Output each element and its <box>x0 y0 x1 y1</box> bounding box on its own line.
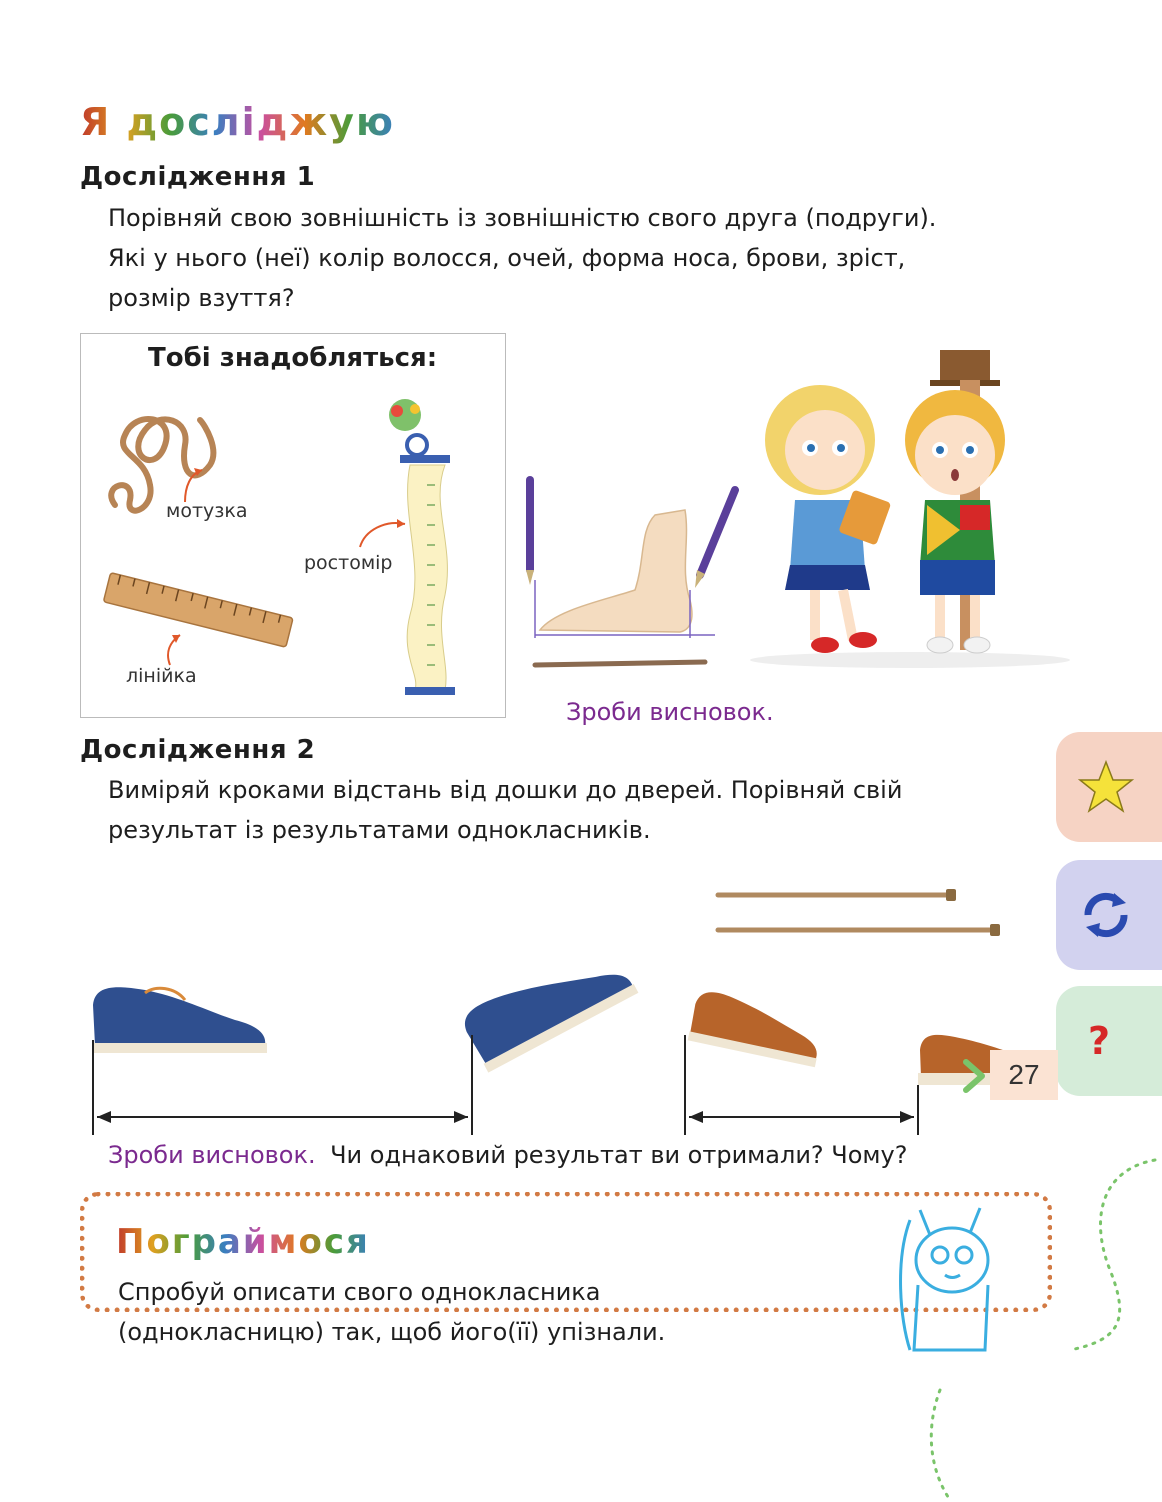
research-2-conclusion-row <box>108 1135 907 1175</box>
section-logo-i-research: Я досліджую <box>80 100 395 144</box>
height-meter-arrow <box>355 512 415 552</box>
research-1-line-3: розмір взуття? <box>108 284 295 312</box>
research-2-question: Чи однаковий результат ви отримали? Чому? <box>330 1141 908 1169</box>
needs-box-title: Тобі знадобляться: <box>148 343 438 373</box>
research-1-title: Дослідження 1 <box>80 162 316 192</box>
research-1-text <box>108 198 1048 318</box>
play-text <box>118 1272 665 1352</box>
play-line-1: Спробуй описати свого однокласника <box>118 1278 601 1306</box>
question-icon: ? <box>1088 1019 1111 1063</box>
research-2-title: Дослідження 2 <box>80 735 316 765</box>
children-measuring-height-illustration <box>745 340 1075 670</box>
side-tab-star[interactable] <box>1056 732 1162 842</box>
play-title: Пограймося <box>116 1222 370 1262</box>
research-2-text <box>108 770 1008 850</box>
decorative-dotted-path <box>920 1150 1160 1502</box>
ruler-illustration <box>98 565 298 665</box>
ruler-label: лінійка <box>126 665 197 687</box>
research-1-line-1: Порівняй свою зовнішність із зовнішністю свого друга (подруги). <box>108 204 937 232</box>
height-meter-label: ростомір <box>304 552 393 574</box>
research-1-line-2: Які у нього (неї) колір волосся, очей, форма носа, брови, зріст, <box>108 244 906 272</box>
foot-tracing-illustration <box>515 470 755 690</box>
star-icon <box>1078 759 1134 815</box>
research-2-line-1: Виміряй кроками відстань від дошки до дверей. Порівняй свій <box>108 776 903 804</box>
ruler-arrow <box>160 630 190 670</box>
side-tab-refresh[interactable] <box>1056 860 1162 970</box>
research-2-line-2: результат із результатами однокласників. <box>108 816 651 844</box>
steps-measuring-illustration <box>85 925 1055 1135</box>
chevron-right-icon <box>960 1058 990 1094</box>
refresh-icon <box>1078 887 1134 943</box>
play-line-2: (однокласницю) так, щоб його(її) упізнали. <box>118 1318 666 1346</box>
page-number: 27 <box>990 1050 1058 1100</box>
research-1-conclusion: Зроби висновок. <box>566 698 774 726</box>
research-2-conclusion: Зроби висновок. <box>108 1141 316 1169</box>
side-tab-question[interactable] <box>1056 986 1162 1096</box>
rope-label: мотузка <box>166 500 248 522</box>
